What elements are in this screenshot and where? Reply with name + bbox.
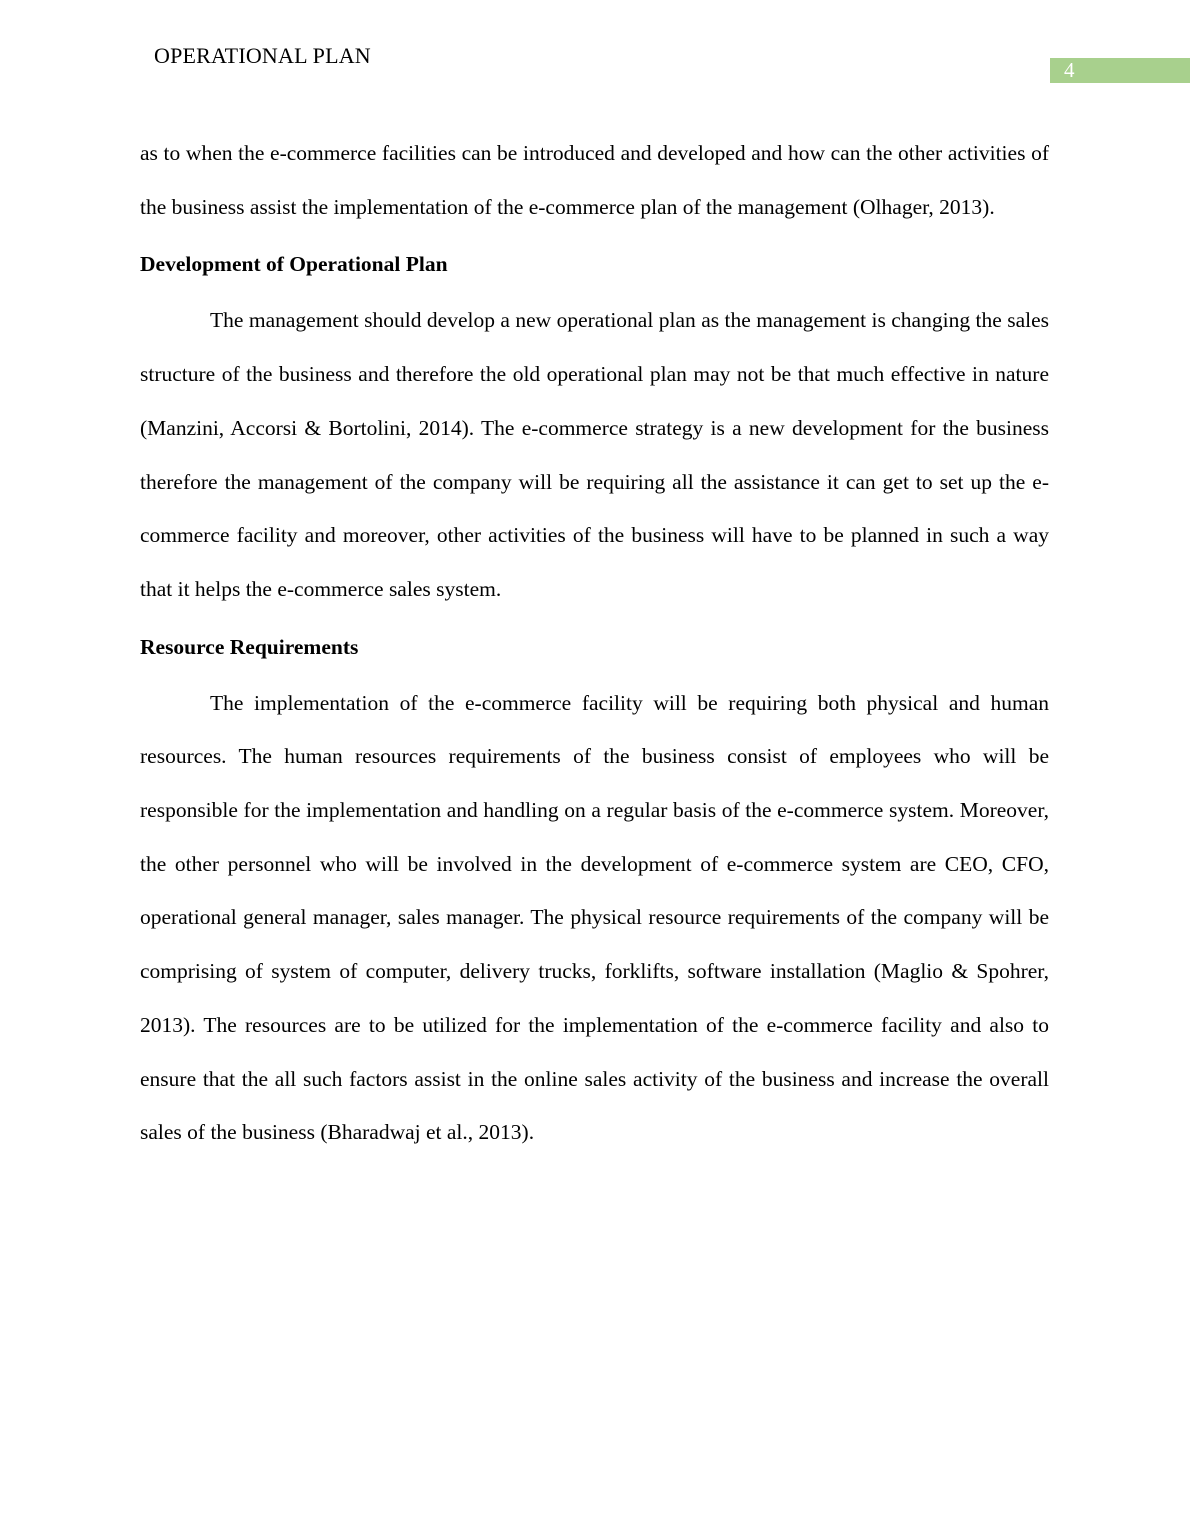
page-number-bar xyxy=(1050,58,1190,83)
continuation-paragraph: as to when the e-commerce facilities can be introduced and developed and how can the other activities of the business assist the implementation of the e-commerce plan of the management (Olhager, 2013). xyxy=(140,141,1049,219)
section-heading-resources: Resource Requirements xyxy=(140,634,359,659)
section-heading-development: Development of Operational Plan xyxy=(140,252,448,277)
document-body xyxy=(140,127,1049,1160)
section-paragraph-development: The management should develop a new operational plan as the management is changing the sales structure of the business and therefore the old operational plan may not be that much effective in nature (Manzini, Accorsi & Bortolini, 2014). The e-commerce strategy is a new development for the business therefore the management of the company will be requiring all the assistance it can get to set up the e-commerce facility and moreover, other activities of the business will have to be planned in such a way that it helps the e-commerce sales system. xyxy=(140,308,1049,601)
page-number: 4 xyxy=(1064,58,1075,82)
section-paragraph-resources: The implementation of the e-commerce facility will be requiring both physical and human resources. The human resources requirements of the business consist of employees who will be responsible for the implementation and handling on a regular basis of the e-commerce system. Moreover, the other personnel who will be involved in the development of e-commerce system are CEO, CFO, operational general manager, sales manager. The physical resource requirements of the company will be comprising of system of computer, delivery trucks, forklifts, software installation (Maglio & Spohrer, 2013). The resources are to be utilized for the implementation of the e-commerce facility and also to ensure that the all such factors assist in the online sales activity of the business and increase the overall sales of the business (Bharadwaj et al., 2013). xyxy=(140,690,1049,1145)
running-head: OPERATIONAL PLAN xyxy=(154,43,371,68)
